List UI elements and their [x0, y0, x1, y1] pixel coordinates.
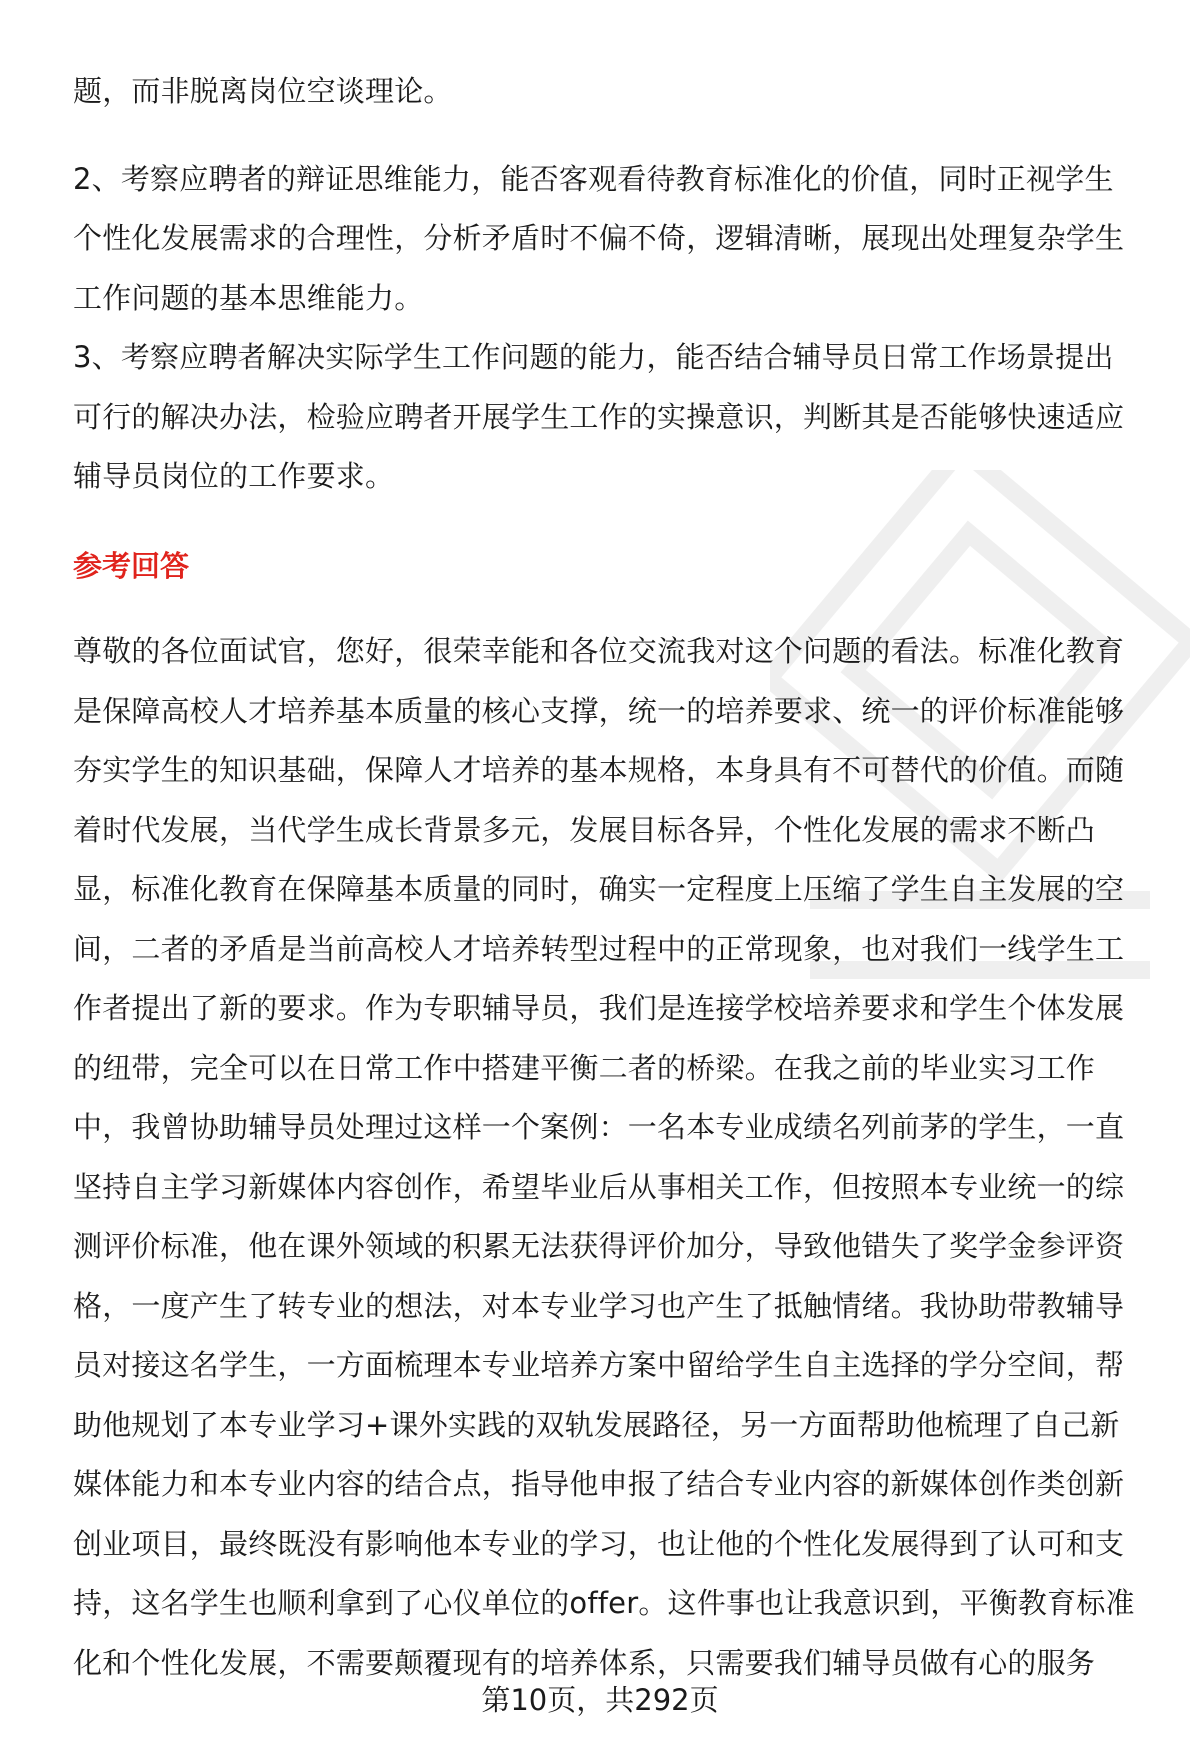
intro-paragraph: [73, 62, 1153, 122]
text-line: 测评价标准，他在课外领域的积累无法获得评价加分，导致他错失了奖学金参评资: [73, 1229, 1125, 1263]
page-number-footer: 第10页，共292页: [481, 1683, 719, 1717]
text-line: 显，标准化教育在保障基本质量的同时，确实一定程度上压缩了学生自主发展的空: [73, 872, 1125, 906]
point-3-paragraph: [73, 328, 1153, 507]
text-line: 助他规划了本专业学习+课外实践的双轨发展路径，另一方面帮助他梳理了自己新: [73, 1407, 1120, 1442]
text-line: 着时代发展，当代学生成长背景多元，发展目标各异，个性化发展的需求不断凸: [73, 812, 1096, 847]
text-line: 辅导员岗位的工作要求。: [73, 459, 395, 493]
text-line: 员对接这名学生，一方面梳理本专业培养方案中留给学生自主选择的学分空间，帮: [73, 1348, 1125, 1382]
text-line: 中，我曾协助辅导员处理过这样一个案例：一名本专业成绩名列前茅的学生，一直: [73, 1110, 1125, 1144]
text-line: 尊敬的各位面试官，您好，很荣幸能和各位交流我对这个问题的看法。标准化教育: [73, 634, 1125, 668]
text-line: 题，而非脱离岗位空谈理论。: [73, 74, 453, 108]
document-body: [73, 62, 1153, 1693]
text-line: 的纽带，完全可以在日常工作中搭建平衡二者的桥梁。在我之前的毕业实习工作: [73, 1050, 1096, 1085]
section-heading: 参考回答: [73, 548, 190, 583]
text-line: 媒体能力和本专业内容的结合点，指导他申报了结合专业内容的新媒体创作类创新: [73, 1467, 1125, 1501]
text-line: 创业项目，最终既没有影响他本专业的学习，也让他的个性化发展得到了认可和支: [73, 1526, 1125, 1561]
text-line: 化和个性化发展，不需要颠覆现有的培养体系，只需要我们辅导员做有心的服务: [73, 1645, 1096, 1680]
text-line: 3、考察应聘者解决实际学生工作问题的能力，能否结合辅导员日常工作场景提出: [73, 340, 1114, 374]
text-line: 坚持自主学习新媒体内容创作，希望毕业后从事相关工作，但按照本专业统一的综: [73, 1169, 1125, 1204]
text-line: 是保障高校人才培养基本质量的核心支撑，统一的培养要求、统一的评价标准能够: [73, 693, 1125, 728]
text-line: 2、考察应聘者的辩证思维能力，能否客观看待教育标准化的价值，同时正视学生: [73, 161, 1114, 196]
text-line: 工作问题的基本思维能力。: [73, 280, 424, 315]
text-line: 作者提出了新的要求。作为专职辅导员，我们是连接学校培养要求和学生个体发展: [73, 991, 1125, 1025]
text-line: 夯实学生的知识基础，保障人才培养的基本规格，本身具有不可替代的价值。而随: [73, 753, 1125, 787]
text-line: 间，二者的矛盾是当前高校人才培养转型过程中的正常现象，也对我们一线学生工: [73, 931, 1125, 966]
point-2-paragraph: [73, 150, 1153, 329]
text-line: 个性化发展需求的合理性，分析矛盾时不偏不倚，逻辑清晰，展现出处理复杂学生: [73, 221, 1125, 255]
text-line: 持，这名学生也顺利拿到了心仪单位的offer。这件事也让我意识到，平衡教育标准: [73, 1586, 1135, 1620]
answer-paragraph: [73, 622, 1153, 1693]
text-line: 可行的解决办法，检验应聘者开展学生工作的实操意识，判断其是否能够快速适应: [73, 399, 1125, 434]
text-line: 格，一度产生了转专业的想法，对本专业学习也产生了抵触情绪。我协助带教辅导: [73, 1288, 1125, 1323]
